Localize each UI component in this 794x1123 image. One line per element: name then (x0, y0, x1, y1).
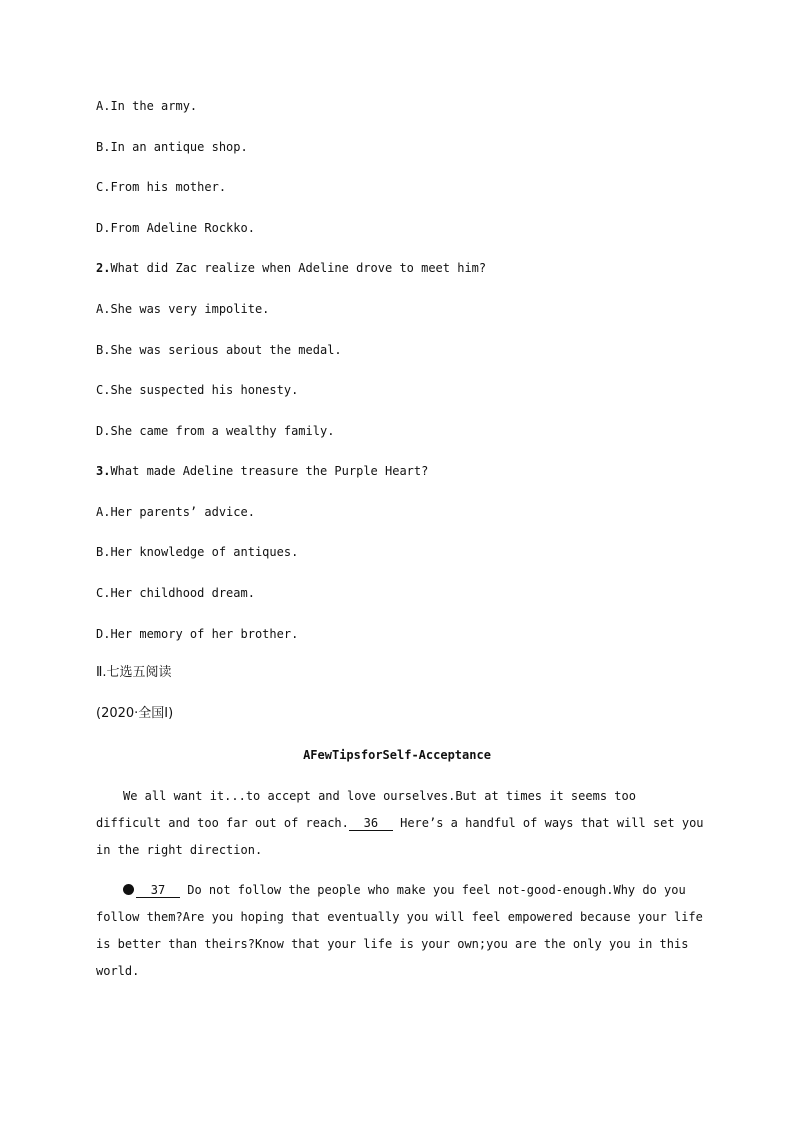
q3-option-b: B.Her knowledge of antiques. (96, 545, 299, 559)
q3-option-a: A.Her parents’ advice. (96, 505, 255, 519)
paragraph-1 (96, 783, 706, 864)
q3-number: 3. (96, 464, 111, 478)
q1-option-c: C.From his mother. (96, 180, 227, 194)
q3-option-c: C.Her childhood dream. (96, 586, 255, 600)
section-source: (2020·全国Ⅰ) (96, 706, 174, 721)
q2-stem: What did Zac realize when Adeline drove to meet him? (110, 261, 487, 275)
paragraph-2 (96, 877, 706, 985)
q2-option-b: B.She was serious about the medal. (96, 343, 342, 357)
blank-36[interactable]: 36 (349, 816, 393, 831)
q2-option-a: A.She was very impolite. (96, 302, 270, 316)
q2-option-c: C.She suspected his honesty. (96, 383, 299, 397)
paragraph-2-text: Do not follow the people who make you feel not-good-enough.Why do you follow them?Are you hoping that eventually you will feel empowered because your life is better than theirs?Know that your life is your own;you are the only you in this world. (96, 883, 703, 978)
q2-number: 2. (96, 261, 111, 275)
q1-option-d: D.From Adeline Rockko. (96, 221, 255, 235)
bullet-icon (123, 884, 134, 895)
passage-title: AFewTipsforSelf-Acceptance (303, 748, 491, 762)
q1-option-a: A.In the army. (96, 99, 198, 113)
q3-stem-line (96, 463, 428, 479)
q2-option-d: D.She came from a wealthy family. (96, 424, 335, 438)
q3-option-d: D.Her memory of her brother. (96, 627, 299, 641)
q2-stem-line (96, 260, 486, 276)
q3-stem: What made Adeline treasure the Purple Heart? (110, 464, 429, 478)
paragraph-1-text-a: We all want it...to accept and love ourselves.But at times it seems too difficult and too far out of reach. (96, 789, 636, 830)
blank-37[interactable]: 37 (136, 883, 180, 898)
paragraph-1-text-b: Here’s a handful of ways that will set you in the right direction. (96, 816, 704, 857)
section-heading: Ⅱ.七选五阅读 (96, 665, 172, 680)
q1-option-b: B.In an antique shop. (96, 140, 248, 154)
